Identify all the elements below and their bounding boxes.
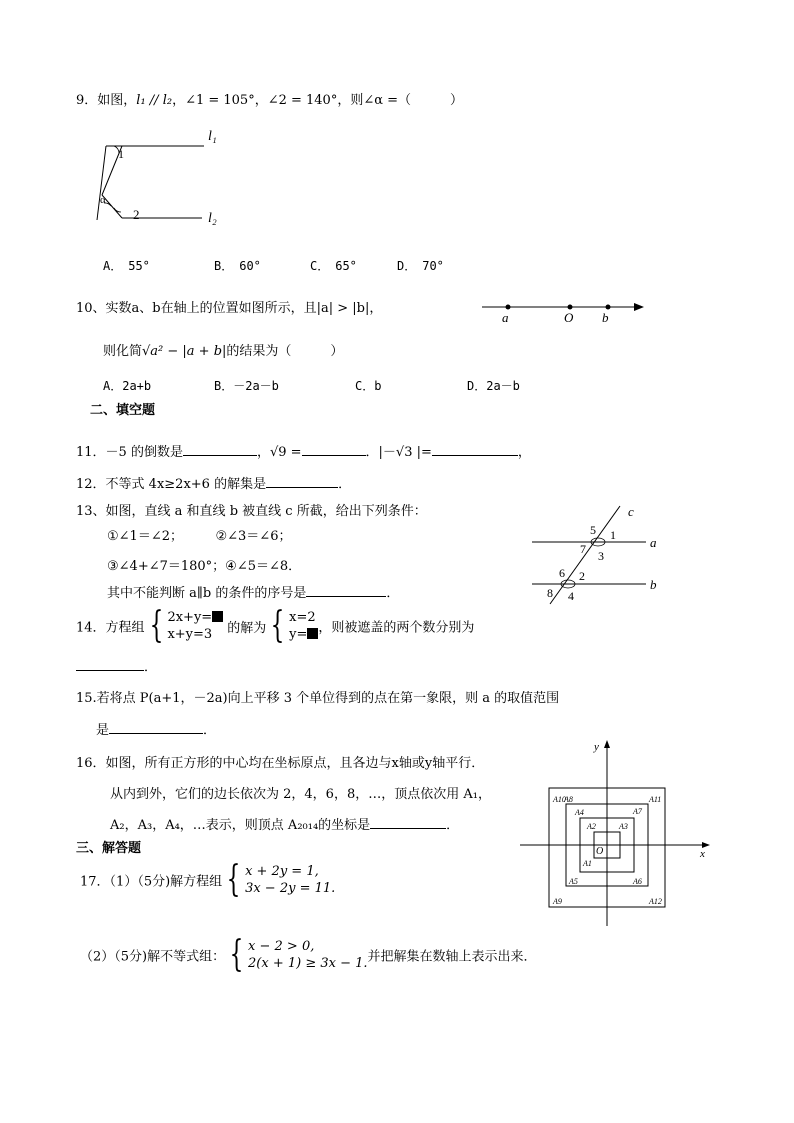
q16-x-label: x — [700, 848, 705, 860]
q13-conditions-2: ③∠4+∠7＝180°；④∠5＝∠8． — [107, 559, 302, 574]
q13-angle-1: 1 — [610, 528, 616, 542]
q9-angle2-label: 2 — [133, 207, 140, 222]
q10-option-a[interactable]: A．2a+b — [103, 379, 152, 393]
q17-part2: （2）（5分)解不等式组： { x − 2 > 0, 2(x + 1) ≥ 3x − 1.并把解集在数轴上表示出来． — [80, 934, 537, 975]
q13-line-c-label: c — [628, 504, 634, 519]
q11-blank-1[interactable] — [183, 443, 257, 456]
q9-alpha-label: α — [100, 194, 106, 206]
q13-angle-8: 8 — [547, 586, 553, 600]
q16-blank[interactable] — [370, 816, 446, 829]
q10-number-line — [478, 298, 648, 324]
q16-label-a5: A5 — [569, 877, 578, 886]
q14-blank[interactable] — [76, 658, 144, 671]
q10-point-o: O — [564, 310, 574, 324]
q11-blank-2[interactable] — [302, 443, 366, 456]
q13-question: 其中不能判断 a∥b 的条件的序号是 ． — [107, 586, 400, 601]
q9-option-a[interactable]: A． 55° — [103, 259, 150, 273]
q13-stem: 13、如图，直线 a 和直线 b 被直线 c 所截，给出下列条件： — [76, 504, 427, 519]
q13-line-b-label: b — [650, 577, 657, 592]
q15-blank[interactable] — [109, 721, 203, 734]
q10-point-b: b — [602, 310, 609, 324]
q12: 12．不等式 4x≥2x+6 的解集是 ． — [76, 477, 352, 492]
q12-blank[interactable] — [266, 475, 338, 488]
q16-label-a4: A4 — [575, 808, 584, 817]
q11-blank-3[interactable] — [432, 443, 518, 456]
q16-label-a9: A9 — [553, 897, 562, 906]
q9-option-c[interactable]: C． 65° — [310, 259, 357, 273]
q10-line2: 则化简√a² − |a + b|的结果为（ ） — [103, 344, 344, 359]
q17-part1: 17．（1）（5分)解方程组 { x + 2y = 1, 3x − 2y = 11. — [80, 859, 336, 900]
q13-conditions-1: ①∠1＝∠2； ②∠3＝∠6； — [107, 529, 292, 544]
q16-figure — [516, 736, 716, 928]
q16-line1: 16．如图，所有正方形的中心均在坐标原点，且各边与x轴或y轴平行． — [76, 756, 485, 771]
q13-blank[interactable] — [306, 584, 386, 597]
q13-angle-6: 6 — [559, 566, 565, 580]
q13-angle-2: 2 — [579, 569, 585, 583]
section-answer-heading: 三、解答题 — [76, 841, 142, 856]
q15-stem: 15.若将点 P(a+1，－2a)向上平移 3 个单位得到的点在第一象限，则 a 的取值范围 — [76, 691, 560, 706]
q16-label-a11: A11 — [649, 795, 662, 804]
q14-covered-box-1 — [212, 611, 223, 622]
q10-point-a: a — [502, 310, 509, 324]
q16-label-a10: A10 — [553, 795, 566, 804]
q11: 11．－5 的倒数是 ，√9 = ．|－√3 |= ， — [76, 445, 531, 460]
q16-y-label: y — [594, 741, 599, 753]
q13-angle-5: 5 — [590, 523, 596, 537]
q14: 14．方程组 { 2x+y= x+y=3 的解为 { x=2 y= ，则被遮盖的两个数分别为 — [76, 605, 475, 646]
q16-origin-label: O — [596, 846, 604, 857]
q9-l2-label: l₂ — [208, 211, 217, 226]
q9-figure — [92, 120, 232, 230]
q9-l1-label: l₁ — [208, 129, 217, 144]
q16-line2: 从内到外，它们的边长依次为 2，4，6，8，…，顶点依次用 A₁， — [110, 787, 491, 802]
q10-option-d[interactable]: D．2a－b — [467, 379, 520, 393]
q10-stem: 10、实数a、b在轴上的位置如图所示，且|a| > |b|， — [76, 301, 383, 316]
q16-label-a12: A12 — [649, 897, 662, 906]
q9-option-d[interactable]: D． 70° — [397, 259, 444, 273]
q15-answer: 是 ． — [96, 723, 217, 738]
q16-label-a6: A6 — [633, 877, 642, 886]
q16-label-a7: A7 — [633, 807, 642, 816]
q13-angle-4: 4 — [568, 589, 574, 603]
q10-option-b[interactable]: B．－2a－b — [214, 379, 279, 393]
q14-answer-line: ． — [76, 656, 157, 675]
q16-label-a2: A2 — [587, 822, 596, 831]
q9-angle1-label: 1 — [118, 147, 124, 161]
q13-line-a-label: a — [650, 535, 657, 550]
q16-line3: A₂，A₃，A₄，…表示，则顶点 A₂₀₁₄的坐标是 ． — [110, 818, 460, 833]
section-fill-blank-heading: 二、填空题 — [90, 403, 156, 418]
q9-option-b[interactable]: B． 60° — [214, 259, 261, 273]
q13-angle-3: 3 — [598, 549, 604, 563]
q13-figure — [528, 500, 668, 605]
q13-angle-7: 7 — [580, 542, 586, 556]
q16-label-a1: A1 — [583, 859, 592, 868]
q14-covered-box-2 — [307, 628, 318, 639]
q16-label-a8: A8 — [564, 795, 573, 804]
q16-label-a3: A3 — [619, 822, 628, 831]
q10-option-c[interactable]: C．b — [355, 379, 382, 393]
q9-stem: 9．如图，l₁ // l₂，∠1 = 105°，∠2 = 140°，则∠α =（ ） — [76, 93, 464, 108]
